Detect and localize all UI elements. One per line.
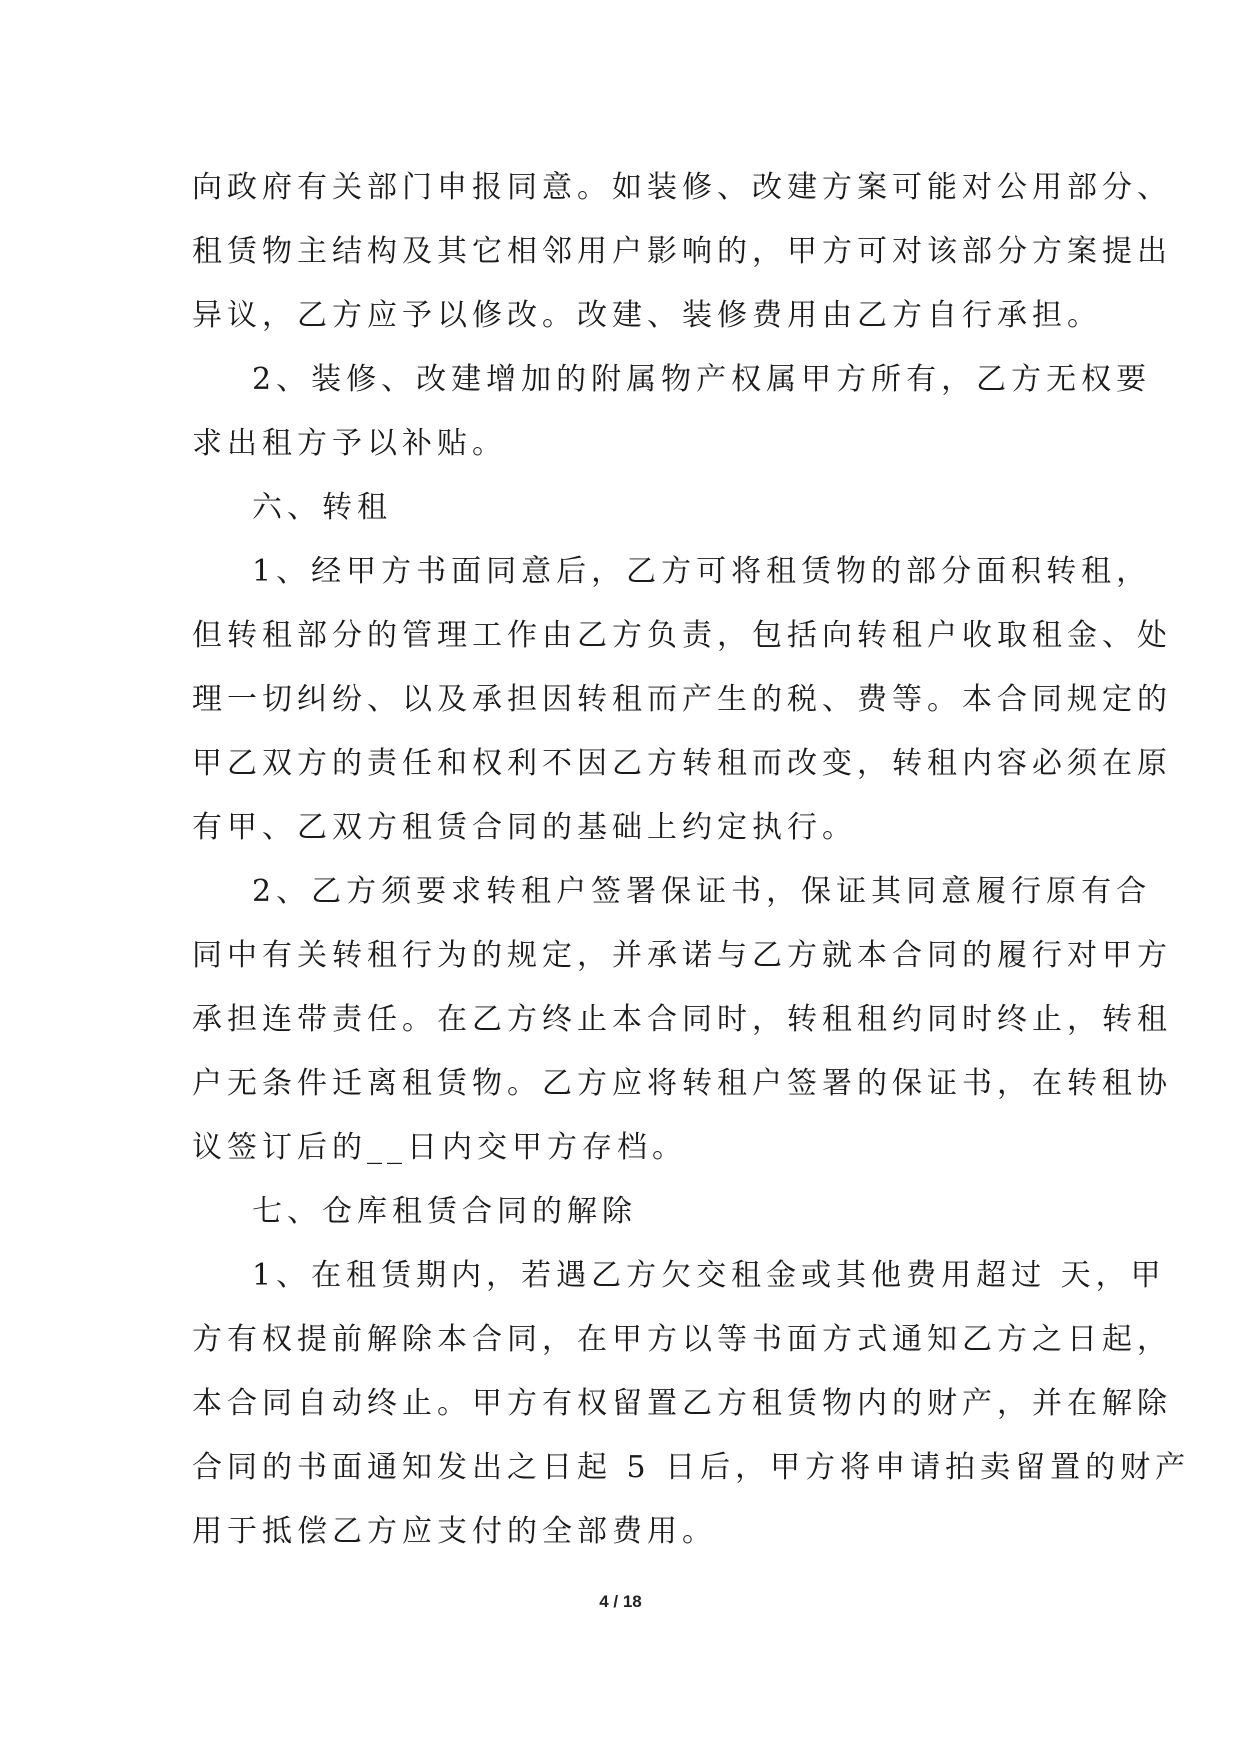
text-line: 承担连带责任。在乙方终止本合同时，转租租约同时终止，转租 <box>192 1002 1172 1037</box>
text-line: 理一切纠纷、以及承担因转租而产生的税、费等。本合同规定的 <box>192 682 1172 717</box>
text-line: 1、经甲方书面同意后，乙方可将租赁物的部分面积转租， <box>252 554 1152 589</box>
text-line: 户无条件迁离租赁物。乙方应将转租户签署的保证书，在转租协 <box>192 1066 1172 1101</box>
text-line: 求出租方予以补贴。 <box>192 426 507 461</box>
document-body <box>192 156 1191 1564</box>
text-line: 但转租部分的管理工作由乙方负责，包括向转租户收取租金、处 <box>192 618 1172 653</box>
text-line: 2、装修、改建增加的附属物产权属甲方所有，乙方无权要 <box>252 362 1152 397</box>
text-line: 2、乙方须要求转租户签署保证书，保证其同意履行原有合 <box>252 874 1152 909</box>
text-line: 1、在租赁期内，若遇乙方欠交租金或其他费用超过 天，甲 <box>252 1258 1166 1293</box>
text-line: 异议，乙方应予以修改。改建、装修费用由乙方自行承担。 <box>192 298 1102 333</box>
text-line: 议签订后的__日内交甲方存档。 <box>192 1130 687 1165</box>
text-line: 同中有关转租行为的规定，并承诺与乙方就本合同的履行对甲方 <box>192 938 1172 973</box>
text-line: 向政府有关部门申报同意。如装修、改建方案可能对公用部分、 <box>192 170 1172 205</box>
section-heading: 七、仓库租赁合同的解除 <box>252 1194 637 1229</box>
text-line: 方有权提前解除本合同，在甲方以等书面方式通知乙方之日起， <box>192 1322 1172 1357</box>
text-line: 本合同自动终止。甲方有权留置乙方租赁物内的财产，并在解除 <box>192 1386 1172 1421</box>
page-number: 4 / 18 <box>599 1592 642 1611</box>
text-line: 合同的书面通知发出之日起 5 日后，甲方将申请拍卖留置的财产 <box>192 1450 1191 1485</box>
text-line: 用于抵偿乙方应支付的全部费用。 <box>192 1514 717 1549</box>
section-heading: 六、转租 <box>252 490 392 525</box>
text-line: 有甲、乙双方租赁合同的基础上约定执行。 <box>192 810 857 845</box>
text-line: 租赁物主结构及其它相邻用户影响的，甲方可对该部分方案提出 <box>192 234 1172 269</box>
text-line: 甲乙双方的责任和权利不因乙方转租而改变，转租内容必须在原 <box>192 746 1172 781</box>
